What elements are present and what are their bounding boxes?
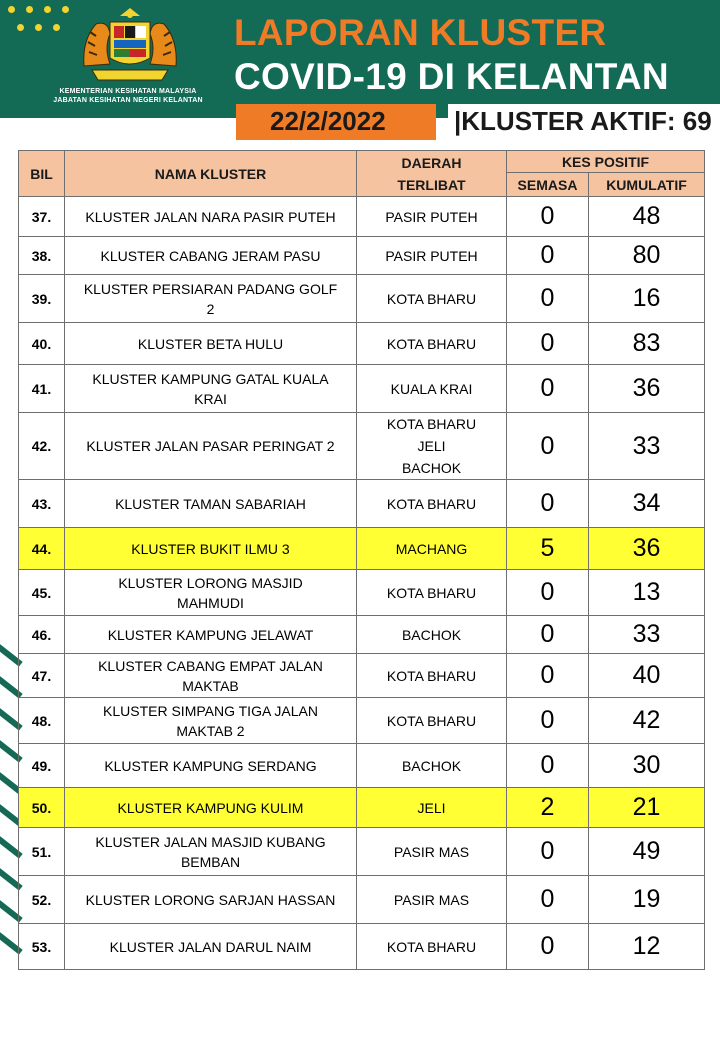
cell-semasa: 0: [507, 237, 589, 275]
nama-kluster-line: KLUSTER KAMPUNG KULIM: [117, 799, 304, 816]
cell-daerah: [357, 413, 507, 480]
cell-bil: 46.: [19, 616, 65, 654]
cell-bil: 51.: [19, 828, 65, 876]
daerah-line: KOTA BHARU: [386, 495, 477, 512]
table-row: [19, 365, 705, 413]
nama-kluster-line: MAHMUDI: [177, 594, 244, 611]
cell-kumulatif: 19: [589, 876, 705, 924]
cell-daerah: [357, 744, 507, 788]
header-kes-positif: KES POSITIF: [507, 151, 705, 173]
cell-nama-kluster: [65, 528, 357, 570]
cell-daerah: [357, 197, 507, 237]
daerah-line: KOTA BHARU: [386, 290, 477, 307]
cell-semasa: 0: [507, 365, 589, 413]
cell-bil: 45.: [19, 570, 65, 616]
cell-kumulatif: 34: [589, 480, 705, 528]
cell-bil: 43.: [19, 480, 65, 528]
cell-nama-kluster: [65, 924, 357, 970]
nama-kluster-line: KLUSTER JALAN MASJID KUBANG: [95, 833, 326, 850]
table-row: [19, 698, 705, 744]
cell-kumulatif: 42: [589, 698, 705, 744]
cell-semasa: 0: [507, 480, 589, 528]
cell-bil: 42.: [19, 413, 65, 480]
cell-nama-kluster: [65, 197, 357, 237]
daerah-line: KOTA BHARU: [386, 938, 477, 955]
nama-kluster-line: KLUSTER LORONG SARJAN HASSAN: [85, 891, 336, 908]
cell-nama-kluster: [65, 828, 357, 876]
header-daerah-line1: DAERAH: [401, 154, 462, 171]
cell-nama-kluster: [65, 413, 357, 480]
table-row: [19, 323, 705, 365]
cell-daerah: [357, 237, 507, 275]
cell-daerah: [357, 698, 507, 744]
cell-daerah: [357, 323, 507, 365]
nama-kluster-line: KLUSTER JALAN NARA PASIR PUTEH: [85, 208, 336, 225]
cell-daerah: [357, 788, 507, 828]
cell-daerah: [357, 616, 507, 654]
cell-daerah: [357, 876, 507, 924]
table-row: [19, 528, 705, 570]
cell-nama-kluster: [65, 876, 357, 924]
cell-nama-kluster: [65, 698, 357, 744]
cell-kumulatif: 36: [589, 365, 705, 413]
cell-nama-kluster: [65, 570, 357, 616]
header-daerah-line2: TERLIBAT: [397, 176, 466, 193]
cell-nama-kluster: [65, 365, 357, 413]
daerah-line: KOTA BHARU: [386, 712, 477, 729]
daerah-line: JELI: [417, 438, 446, 454]
cell-daerah: [357, 528, 507, 570]
nama-kluster-line: MAKTAB: [182, 677, 239, 694]
cell-daerah: [357, 570, 507, 616]
cell-kumulatif: 80: [589, 237, 705, 275]
cell-semasa: 2: [507, 788, 589, 828]
nama-kluster-line: KRAI: [194, 390, 227, 407]
table-row: [19, 275, 705, 323]
cell-bil: 53.: [19, 924, 65, 970]
cell-daerah: [357, 924, 507, 970]
nama-kluster-line: KLUSTER BETA HULU: [137, 335, 284, 352]
cell-kumulatif: 36: [589, 528, 705, 570]
header-bil: BIL: [19, 151, 65, 197]
header-banner: [0, 0, 720, 118]
header-nama-kluster: NAMA KLUSTER: [65, 151, 357, 197]
title-line-2: COVID-19 DI KELANTAN: [234, 56, 669, 97]
cell-kumulatif: 16: [589, 275, 705, 323]
cell-bil: 50.: [19, 788, 65, 828]
table-row: [19, 480, 705, 528]
nama-kluster-line: BEMBAN: [180, 853, 241, 870]
cell-semasa: 5: [507, 528, 589, 570]
nama-kluster-line: KLUSTER JALAN PASAR PERINGAT 2: [86, 438, 335, 454]
cell-kumulatif: 33: [589, 616, 705, 654]
nama-kluster-line: KLUSTER CABANG EMPAT JALAN: [98, 657, 323, 674]
nama-kluster-line: KLUSTER KAMPUNG JELAWAT: [107, 626, 314, 643]
ministry-name: KEMENTERIAN KESIHATAN MALAYSIA: [59, 88, 197, 95]
cell-bil: 37.: [19, 197, 65, 237]
cell-semasa: 0: [507, 275, 589, 323]
nama-kluster-line: KLUSTER KAMPUNG SERDANG: [104, 757, 317, 774]
cell-nama-kluster: [65, 323, 357, 365]
cell-nama-kluster: [65, 616, 357, 654]
report-date: 22/2/2022: [270, 106, 386, 136]
cell-kumulatif: 83: [589, 323, 705, 365]
cell-semasa: 0: [507, 744, 589, 788]
daerah-line: BACHOK: [401, 757, 462, 774]
daerah-line: PASIR MAS: [393, 891, 470, 908]
cell-kumulatif: 40: [589, 654, 705, 698]
cell-semasa: 0: [507, 323, 589, 365]
daerah-line: MACHANG: [395, 540, 468, 557]
table-row: [19, 924, 705, 970]
cell-bil: 40.: [19, 323, 65, 365]
nama-kluster-line: KLUSTER CABANG JERAM PASU: [100, 247, 321, 264]
title-line-1: LAPORAN KLUSTER: [234, 12, 607, 53]
header-daerah-terlibat: [357, 151, 507, 197]
cell-bil: 38.: [19, 237, 65, 275]
cell-semasa: 0: [507, 828, 589, 876]
cell-kumulatif: 12: [589, 924, 705, 970]
daerah-line: KOTA BHARU: [386, 584, 477, 601]
cell-daerah: [357, 275, 507, 323]
cell-semasa: 0: [507, 924, 589, 970]
cell-daerah: [357, 480, 507, 528]
active-cluster-count: |KLUSTER AKTIF: 69: [454, 106, 712, 136]
cell-semasa: 0: [507, 698, 589, 744]
cell-semasa: 0: [507, 654, 589, 698]
cell-nama-kluster: [65, 788, 357, 828]
cell-kumulatif: 33: [589, 413, 705, 480]
cell-kumulatif: 49: [589, 828, 705, 876]
nama-kluster-line: KLUSTER SIMPANG TIGA JALAN: [103, 702, 318, 719]
table-row: [19, 237, 705, 275]
daerah-line: JELI: [417, 799, 446, 816]
daerah-line: BACHOK: [401, 626, 462, 643]
cell-semasa: 0: [507, 413, 589, 480]
daerah-line: BACHOK: [401, 460, 462, 476]
cell-nama-kluster: [65, 480, 357, 528]
nama-kluster-line: KLUSTER JALAN DARUL NAIM: [109, 938, 312, 955]
cell-nama-kluster: [65, 237, 357, 275]
coat-of-arms-logo: [70, 8, 190, 88]
daerah-line: KOTA BHARU: [386, 416, 477, 432]
header-semasa: SEMASA: [507, 173, 589, 197]
cell-kumulatif: 48: [589, 197, 705, 237]
daerah-line: PASIR MAS: [393, 843, 470, 860]
cell-semasa: 0: [507, 197, 589, 237]
cell-nama-kluster: [65, 744, 357, 788]
table-row: [19, 788, 705, 828]
nama-kluster-line: KLUSTER TAMAN SABARIAH: [115, 495, 306, 512]
cell-daerah: [357, 365, 507, 413]
table-row: [19, 654, 705, 698]
cell-nama-kluster: [65, 275, 357, 323]
table-row: [19, 744, 705, 788]
cell-kumulatif: 21: [589, 788, 705, 828]
nama-kluster-line: MAKTAB 2: [176, 722, 245, 739]
cell-bil: 48.: [19, 698, 65, 744]
daerah-line: KUALA KRAI: [390, 380, 473, 397]
daerah-line: PASIR PUTEH: [385, 247, 478, 264]
nama-kluster-line: KLUSTER KAMPUNG GATAL KUALA: [92, 370, 329, 387]
table-row: [19, 616, 705, 654]
header-kumulatif: KUMULATIF: [589, 173, 705, 197]
cell-nama-kluster: [65, 654, 357, 698]
cell-bil: 52.: [19, 876, 65, 924]
table-row: [19, 828, 705, 876]
cell-bil: 49.: [19, 744, 65, 788]
daerah-line: KOTA BHARU: [386, 335, 477, 352]
cell-semasa: 0: [507, 876, 589, 924]
daerah-line: KOTA BHARU: [386, 667, 477, 684]
cell-bil: 47.: [19, 654, 65, 698]
nama-kluster-line: KLUSTER PERSIARAN PADANG GOLF: [83, 280, 338, 297]
table-row: [19, 876, 705, 924]
daerah-line: PASIR PUTEH: [385, 208, 478, 225]
table-row: [19, 197, 705, 237]
cell-bil: 41.: [19, 365, 65, 413]
nama-kluster-line: 2: [206, 300, 215, 317]
cell-kumulatif: 13: [589, 570, 705, 616]
cell-semasa: 0: [507, 570, 589, 616]
nama-kluster-line: KLUSTER LORONG MASJID: [118, 574, 303, 591]
table-row: [19, 570, 705, 616]
nama-kluster-line: KLUSTER BUKIT ILMU 3: [131, 540, 290, 557]
department-name: JABATAN KESIHATAN NEGERI KELANTAN: [53, 97, 203, 104]
cell-bil: 44.: [19, 528, 65, 570]
cell-kumulatif: 30: [589, 744, 705, 788]
cell-bil: 39.: [19, 275, 65, 323]
cell-semasa: 0: [507, 616, 589, 654]
cell-daerah: [357, 654, 507, 698]
table-row: [19, 413, 705, 480]
cell-daerah: [357, 828, 507, 876]
cluster-table: [18, 150, 705, 970]
